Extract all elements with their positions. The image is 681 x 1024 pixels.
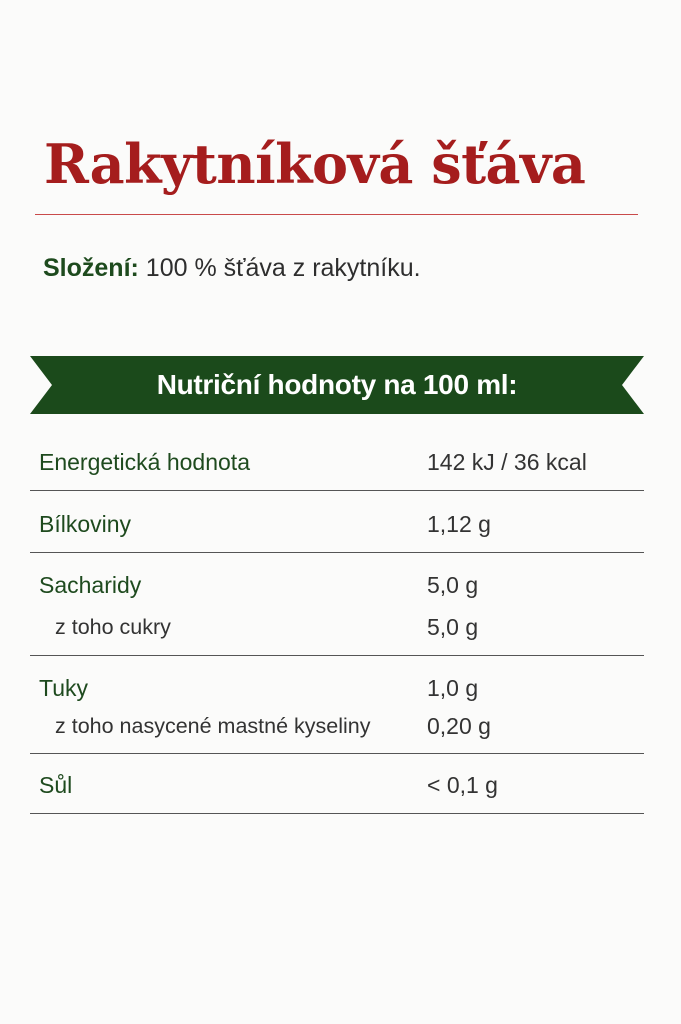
composition-line <box>43 250 421 286</box>
nutrient-value: 1,0 g <box>427 675 479 701</box>
table-row <box>30 656 644 754</box>
nutrient-name: Tuky <box>39 675 88 701</box>
nutrient-name: Bílkoviny <box>39 511 132 537</box>
nutrient-value: < 0,1 g <box>427 772 498 798</box>
composition-label: Složení: <box>43 254 139 282</box>
title-divider <box>35 214 638 215</box>
nutrition-table <box>30 430 644 814</box>
nutrition-banner <box>30 356 644 414</box>
nutrient-value: 5,0 g <box>427 572 479 598</box>
composition-text: 100 % šťáva z rakytníku. <box>145 254 421 282</box>
table-row <box>30 754 644 814</box>
nutrient-subname: z toho cukry <box>55 615 171 639</box>
nutrient-name: Sacharidy <box>39 572 142 598</box>
nutrient-subvalue: 5,0 g <box>427 614 479 640</box>
table-row <box>30 553 644 656</box>
nutrient-value: 1,12 g <box>427 511 491 537</box>
nutrient-subvalue: 0,20 g <box>427 713 491 739</box>
nutrient-name: Sůl <box>39 772 73 798</box>
product-title: Rakytníková šťáva <box>44 132 586 196</box>
nutrition-heading: Nutriční hodnoty na 100 ml: <box>156 369 518 400</box>
table-row <box>30 491 644 553</box>
nutrient-name: Energetická hodnota <box>39 449 250 475</box>
nutrient-subname: z toho nasycené mastné kyseliny <box>55 714 371 738</box>
nutrient-value: 142 kJ / 36 kcal <box>427 449 587 475</box>
table-row <box>30 430 644 491</box>
